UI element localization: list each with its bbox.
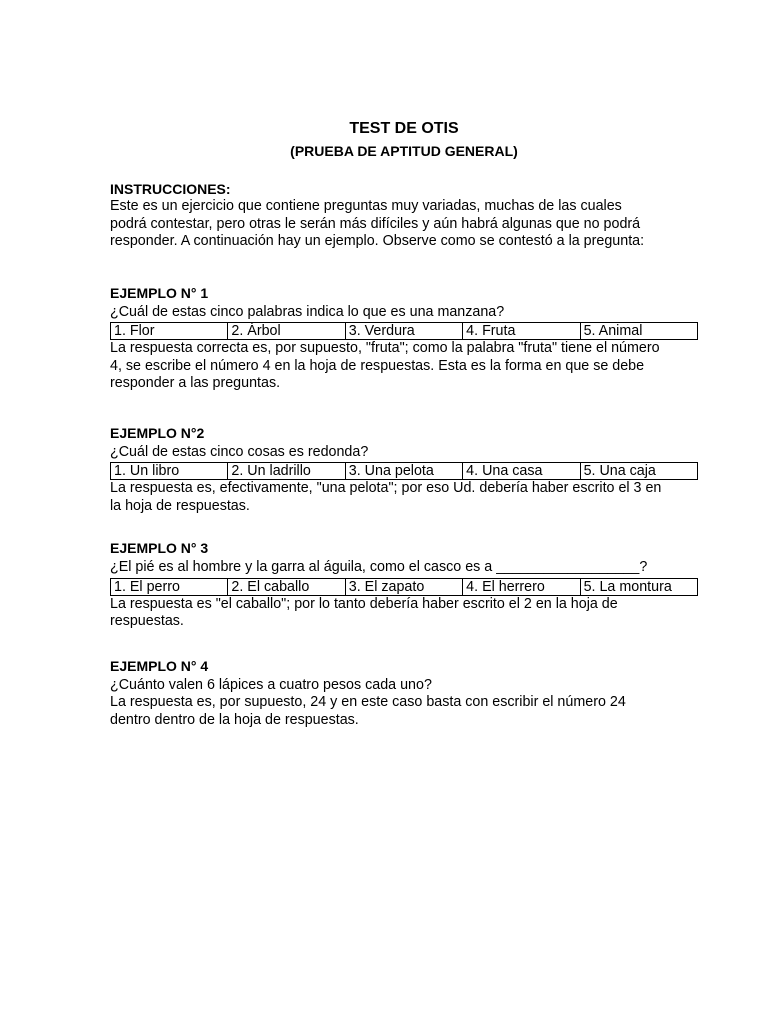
- option-cell: 1. El perro: [111, 578, 228, 595]
- instructions-line: responder. A continuación hay un ejemplo. Observe como se contestó a la pregunta:: [110, 233, 645, 249]
- example-1-answer-line: 4, se escribe el número 4 en la hoja de respuestas. Esta es la forma en que se debe: [110, 357, 645, 374]
- example-3-question: ¿El pié es al hombre y la garra al águila, como el casco es a __________________?: [110, 559, 648, 575]
- example-2-options-table: [110, 462, 698, 480]
- example-2-answer-line: la hoja de respuestas.: [110, 497, 250, 514]
- option-cell: 3. El zapato: [345, 578, 462, 595]
- option-cell: 3. Verdura: [345, 323, 462, 340]
- document-subtitle: (PRUEBA DE APTITUD GENERAL): [290, 143, 518, 159]
- option-cell: 1. Flor: [111, 323, 228, 340]
- option-cell: 5. Animal: [580, 323, 697, 340]
- option-cell: 4. Una casa: [463, 463, 580, 480]
- example-4-heading: EJEMPLO N° 4: [110, 657, 209, 674]
- options-row: [111, 578, 698, 595]
- option-cell: 2. Árbol: [228, 323, 345, 340]
- option-cell: 1. Un libro: [111, 463, 228, 480]
- example-4-question: ¿Cuánto valen 6 lápices a cuatro pesos cada uno?: [110, 676, 432, 693]
- options-row: [111, 323, 698, 340]
- example-3-options-table: [110, 578, 698, 596]
- example-3-heading: EJEMPLO N° 3: [110, 540, 209, 556]
- example-3-answer-line: La respuesta es "el caballo"; por lo tanto debería haber escrito el 2 en la hoja de: [110, 595, 618, 612]
- option-cell: 5. Una caja: [580, 463, 697, 480]
- example-2-question: ¿Cuál de estas cinco cosas es redonda?: [110, 443, 369, 460]
- instructions-line: Este es un ejercicio que contiene preguntas muy variadas, muchas de las cuales: [110, 198, 622, 214]
- example-4-answer-line: La respuesta es, por supuesto, 24 y en este caso basta con escribir el número 24: [110, 694, 626, 710]
- example-2-answer-line: La respuesta es, efectivamente, "una pelota"; por eso Ud. debería haber escrito el 3 en: [110, 480, 662, 496]
- example-1-heading: EJEMPLO N° 1: [110, 284, 209, 301]
- document-page: [110, 119, 698, 729]
- example-1-answer-line: La respuesta correcta es, por supuesto, "fruta"; como la palabra "fruta" tiene el número: [110, 340, 660, 356]
- option-cell: 2. Un ladrillo: [228, 463, 345, 480]
- option-cell: 3. Una pelota: [345, 463, 462, 480]
- document-title: TEST DE OTIS: [349, 120, 459, 137]
- example-4-answer-line: dentro dentro de la hoja de respuestas.: [110, 711, 359, 728]
- options-row: [111, 463, 698, 480]
- option-cell: 2. El caballo: [228, 578, 345, 595]
- example-1-question: ¿Cuál de estas cinco palabras indica lo que es una manzana?: [110, 303, 505, 320]
- option-cell: 4. Fruta: [463, 323, 580, 340]
- example-1-answer-line: responder a las preguntas.: [110, 375, 281, 391]
- instructions-line: podrá contestar, pero otras le serán más difíciles y aún habrá algunas que no podrá: [110, 215, 641, 232]
- option-cell: 4. El herrero: [463, 578, 580, 595]
- instructions-heading: INSTRUCCIONES:: [110, 181, 231, 197]
- example-2-heading: EJEMPLO N°2: [110, 424, 205, 441]
- option-cell: 5. La montura: [580, 578, 697, 595]
- example-3-answer-line: respuestas.: [110, 613, 184, 629]
- example-1-options-table: [110, 322, 698, 340]
